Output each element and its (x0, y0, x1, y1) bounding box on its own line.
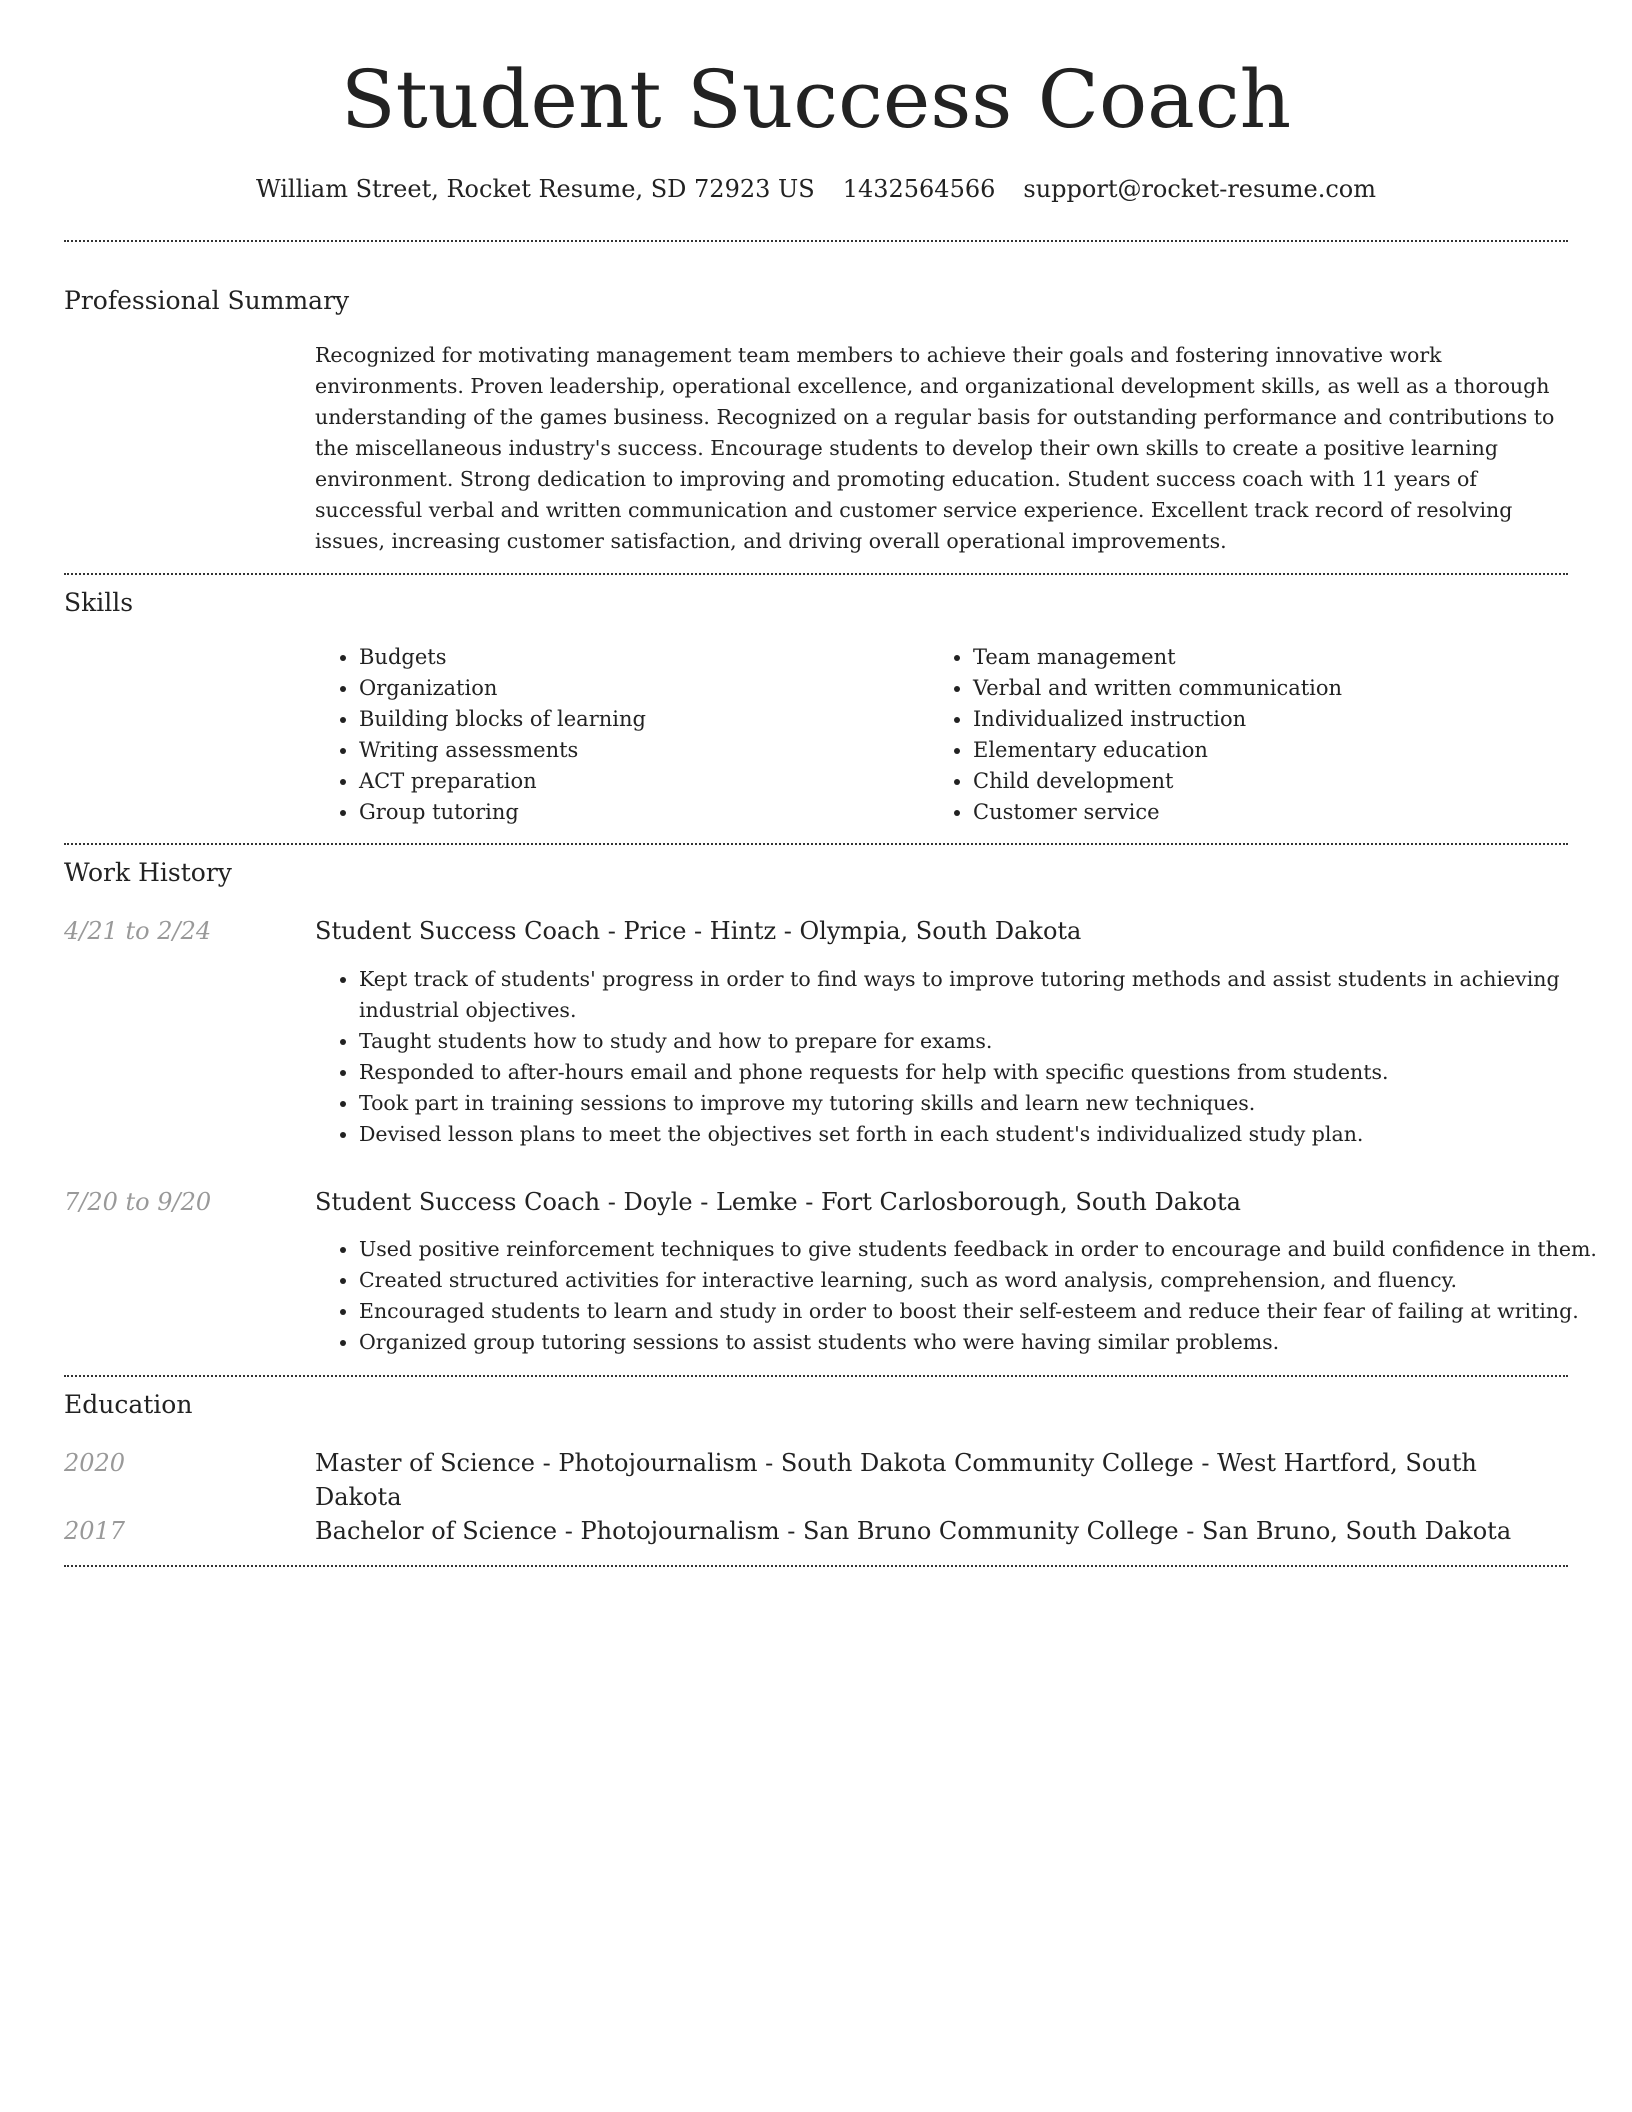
skill-item: • Writing assessments (359, 735, 646, 766)
divider (64, 573, 1568, 575)
summary-text: Recognized for motivating management team members to achieve their goals and fostering innovative work environments. Proven leadership, operational excellence, and organizational development skills, as well as a thorough understanding of the games business. Recognized on a regular basis for outstanding performance and contributions to the miscellaneous industry's success. Encourage students to develop their own skills to create a positive learning environment. Strong dedication to improving and promoting education. Student success coach with 11 years of successful verbal and written communication and customer service experience. Excellent track record of resolving issues, increasing customer satisfaction, and driving overall operational improvements. (315, 343, 1555, 553)
education-school-location: - South Dakota Community College - West Hartford, South Dakota (315, 1449, 1477, 1511)
job-bullet: • Took part in training sessions to improve my tutoring skills and learn new techniques. (359, 1088, 1614, 1119)
job-bullet: • Created structured activities for interactive learning, such as word analysis, comprehension, and fluency. (359, 1265, 1614, 1296)
divider (64, 240, 1568, 242)
job-bullet: • Kept track of students' progress in order to find ways to improve tutoring methods and assist students in achieving industrial objectives. (359, 964, 1614, 1026)
divider (64, 1565, 1568, 1567)
skill-item: • Child development (973, 766, 1342, 797)
skill-item: • Building blocks of learning (359, 704, 646, 735)
skills-list-right (929, 642, 1342, 828)
skill-item: • Team management (973, 642, 1342, 673)
skills-list-left (315, 642, 646, 828)
education-entry (315, 1514, 1570, 1548)
job-bullets (315, 964, 1614, 1150)
skill-item: • Group tutoring (359, 797, 646, 828)
contact-line (0, 168, 1632, 210)
job-employer-location: - Doyle - Lemke - Fort Carlosborough, South Dakota (600, 1188, 1241, 1216)
contact-phone: 1432564566 (842, 175, 996, 203)
job-bullet: • Devised lesson plans to meet the objectives set forth in each student's individualized study plan. (359, 1119, 1614, 1150)
education-year: 2020 (64, 1449, 126, 1477)
resume-name: Student Success Coach (340, 53, 1292, 146)
contact-email: support@rocket-resume.com (1023, 175, 1377, 203)
education-degree: Master of Science - Photojournalism (315, 1449, 758, 1477)
skill-item: • Elementary education (973, 735, 1342, 766)
skill-item: • Verbal and written communication (973, 673, 1342, 704)
job-bullet: • Encouraged students to learn and study in order to boost their self-esteem and reduce their fear of failing at writing. (359, 1296, 1614, 1327)
job-bullet: • Taught students how to study and how to prepare for exams. (359, 1026, 1614, 1057)
job-title: Student Success Coach (315, 917, 601, 945)
skill-item: • Customer service (973, 797, 1342, 828)
job-bullets (315, 1234, 1614, 1358)
section-title-summary: Professional Summary (64, 286, 350, 315)
job-employer-location: - Price - Hintz - Olympia, South Dakota (600, 917, 1082, 945)
skill-item: • ACT preparation (359, 766, 646, 797)
divider (64, 843, 1568, 845)
job-bullet: • Organized group tutoring sessions to assist students who were having similar problems. (359, 1327, 1614, 1358)
section-title-work: Work History (64, 858, 232, 887)
job-heading (315, 1185, 1570, 1219)
section-title-education: Education (64, 1390, 193, 1419)
job-dates: 7/20 to 9/20 (64, 1188, 212, 1216)
job-dates: 4/21 to 2/24 (64, 917, 212, 945)
education-degree: Bachelor of Science - Photojournalism (315, 1517, 780, 1545)
job-title: Student Success Coach (315, 1188, 601, 1216)
education-entry (315, 1446, 1570, 1514)
skill-item: • Budgets (359, 642, 646, 673)
job-heading (315, 914, 1570, 948)
divider (64, 1375, 1568, 1377)
education-year: 2017 (64, 1517, 126, 1545)
section-title-skills: Skills (64, 588, 134, 617)
skill-item: • Organization (359, 673, 646, 704)
skill-item: • Individualized instruction (973, 704, 1342, 735)
job-bullet: • Responded to after-hours email and phone requests for help with specific questions from students. (359, 1057, 1614, 1088)
education-school-location: - San Bruno Community College - San Bruno, South Dakota (779, 1517, 1512, 1545)
contact-address: William Street, Rocket Resume, SD 72923 US (255, 175, 815, 203)
job-bullet: • Used positive reinforcement techniques to give students feedback in order to encourage and build confidence in them. (359, 1234, 1614, 1265)
